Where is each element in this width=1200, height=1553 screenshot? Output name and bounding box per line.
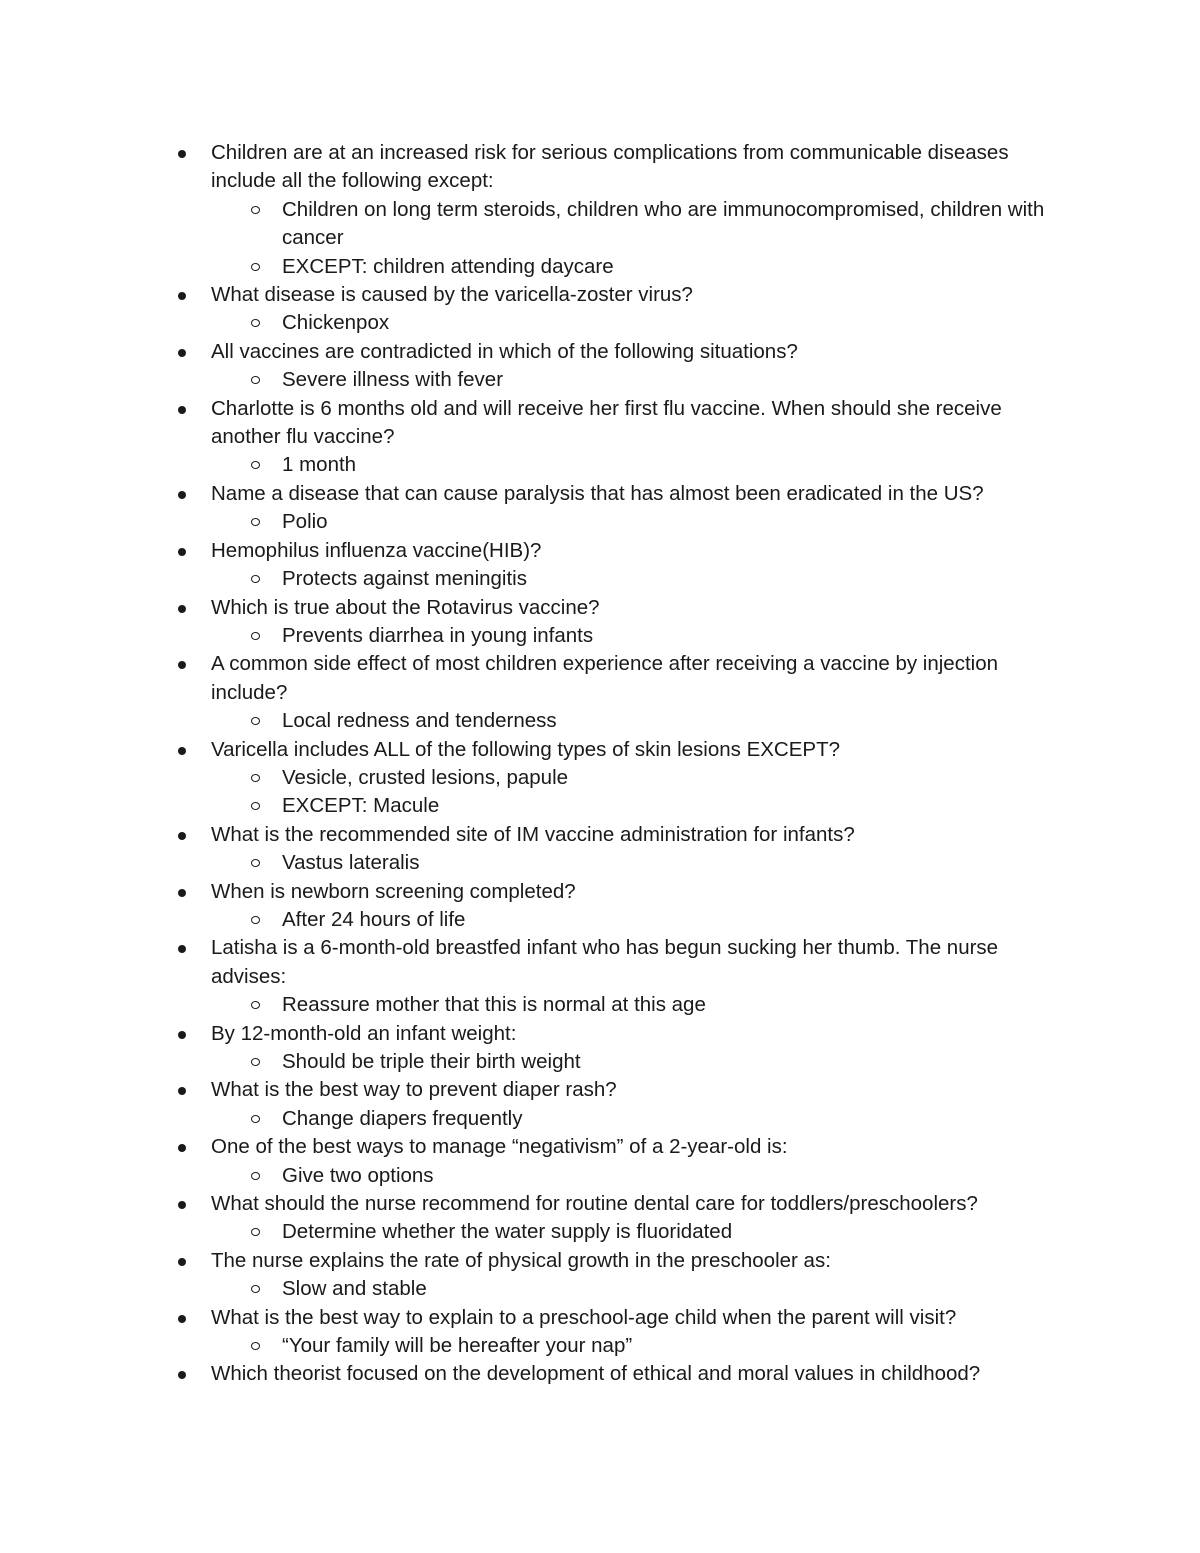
answer-list [211,849,1071,877]
answer-item [282,1332,1071,1360]
answer-list [211,1105,1071,1133]
answer-item [282,196,1071,253]
question-text: By 12-month-old an infant weight: [211,1021,517,1045]
question-text: What is the best way to prevent diaper rash? [211,1078,617,1102]
answer-item [282,1162,1071,1190]
answer-item [282,309,1071,337]
bullet-disc-icon [178,945,186,953]
bullet-disc-icon [178,1031,186,1039]
answer-item [282,253,1071,281]
answer-list [211,565,1071,593]
bullet-circle-icon [251,1172,260,1180]
question-text: A common side effect of most children experience after receiving a vaccine by injection include? [211,652,998,704]
bullet-circle-icon [251,575,260,583]
answer-item [282,1218,1071,1246]
answer-text: Severe illness with fever [282,368,504,392]
answer-text: Vesicle, crusted lesions, papule [282,765,569,789]
answer-list [211,991,1071,1019]
answer-item [282,366,1071,394]
answer-text: Protects against meningitis [282,567,527,591]
answer-text: Chickenpox [282,311,390,335]
answer-list [211,1218,1071,1246]
answer-list [211,707,1071,735]
bullet-circle-icon [251,376,260,384]
question-item [211,594,1071,651]
question-item [211,537,1071,594]
bullet-circle-icon [251,1342,260,1350]
bullet-circle-icon [251,916,260,924]
bullet-disc-icon [178,605,186,613]
question-text: Latisha is a 6-month-old breastfed infant who has begun sucking her thumb. The nurse advises: [211,936,999,988]
answer-text: After 24 hours of life [282,907,466,931]
answer-list [211,1048,1071,1076]
answer-item [282,565,1071,593]
bullet-disc-icon [178,406,186,414]
answer-list [211,1275,1071,1303]
answer-item [282,451,1071,479]
answer-text: Local redness and tenderness [282,709,557,733]
answer-text: Children on long term steroids, children who are immunocompromised, children with cancer [282,197,1045,250]
bullet-disc-icon [178,1315,186,1323]
question-text: What is the best way to explain to a preschool-age child when the parent will visit? [211,1305,957,1329]
answer-list [211,451,1071,479]
answer-item [282,1105,1071,1133]
answer-text: EXCEPT: Macule [282,794,440,818]
answer-text: “Your family will be hereafter your nap” [282,1334,633,1358]
question-text: What is the recommended site of IM vaccine administration for infants? [211,822,855,846]
bullet-circle-icon [251,1058,260,1066]
bullet-disc-icon [178,1144,186,1152]
answer-list [211,1332,1071,1360]
question-item [211,1020,1071,1077]
bullet-disc-icon [178,1201,186,1209]
question-text: Which is true about the Rotavirus vaccine? [211,595,600,619]
bullet-circle-icon [251,859,260,867]
answer-text: Prevents diarrhea in young infants [282,623,594,647]
question-item [211,736,1071,821]
question-item [211,1304,1071,1361]
question-item [211,395,1071,480]
question-text: Children are at an increased risk for serious complications from communicable diseases include all the following except: [211,141,1009,193]
question-text: Varicella includes ALL of the following types of skin lesions EXCEPT? [211,737,840,761]
question-item [211,650,1071,735]
answer-text: Give two options [282,1163,434,1187]
answer-list [211,196,1071,281]
bullet-disc-icon [178,491,186,499]
bullet-circle-icon [251,518,260,526]
answer-text: Change diapers frequently [282,1106,523,1130]
question-text: What should the nurse recommend for routine dental care for toddlers/preschoolers? [211,1192,978,1216]
bullet-disc-icon [178,832,186,840]
question-text: Hemophilus influenza vaccine(HIB)? [211,538,542,562]
answer-item [282,508,1071,536]
answer-item [282,1275,1071,1303]
answer-text: Polio [282,510,328,534]
answer-list [211,508,1071,536]
question-item [211,821,1071,878]
answer-item [282,849,1071,877]
answer-list [211,764,1071,821]
question-text: All vaccines are contradicted in which of the following situations? [211,339,798,363]
question-item [211,281,1071,338]
answer-text: EXCEPT: children attending daycare [282,254,614,278]
answer-list [211,309,1071,337]
answer-text: Reassure mother that this is normal at this age [282,993,706,1017]
bullet-circle-icon [251,802,260,810]
question-text: When is newborn screening completed? [211,879,576,903]
question-item [211,1133,1071,1190]
bullet-disc-icon [178,661,186,669]
question-item [211,139,1071,281]
bullet-circle-icon [251,319,260,327]
answer-text: Vastus lateralis [282,851,420,875]
bullet-circle-icon [251,632,260,640]
answer-text: 1 month [282,453,357,477]
bullet-disc-icon [178,1258,186,1266]
answer-item [282,622,1071,650]
question-text: One of the best ways to manage “negativism” of a 2-year-old is: [211,1135,788,1159]
question-item [211,480,1071,537]
question-text: What disease is caused by the varicella-zoster virus? [211,283,693,307]
bullet-circle-icon [251,263,260,271]
question-text: The nurse explains the rate of physical growth in the preschooler as: [211,1248,831,1272]
bullet-disc-icon [178,1087,186,1095]
answer-item [282,707,1071,735]
answer-list [211,366,1071,394]
bullet-disc-icon [178,150,186,158]
answer-text: Slow and stable [282,1277,427,1301]
question-item [211,878,1071,935]
answer-item [282,906,1071,934]
bullet-disc-icon [178,548,186,556]
question-item [211,1247,1071,1304]
bullet-circle-icon [251,1001,260,1009]
bullet-circle-icon [251,1228,260,1236]
answer-list [211,622,1071,650]
bullet-circle-icon [251,1285,260,1293]
question-text: Which theorist focused on the development of ethical and moral values in childhood? [211,1362,981,1386]
answer-list [211,906,1071,934]
bullet-circle-icon [251,206,260,214]
bullet-circle-icon [251,774,260,782]
answer-list [211,1162,1071,1190]
bullet-disc-icon [178,292,186,300]
bullet-circle-icon [251,717,260,725]
answer-item [282,792,1071,820]
answer-text: Should be triple their birth weight [282,1050,581,1073]
answer-text: Determine whether the water supply is fluoridated [282,1220,733,1244]
question-item [211,1360,1071,1388]
bullet-circle-icon [251,461,260,469]
question-list [211,139,1071,1389]
question-item [211,338,1071,395]
bullet-disc-icon [178,747,186,755]
question-text: Name a disease that can cause paralysis that has almost been eradicated in the US? [211,481,984,505]
answer-item [282,764,1071,792]
bullet-circle-icon [251,1115,260,1123]
question-item [211,1076,1071,1133]
bullet-disc-icon [178,1371,186,1379]
question-item [211,934,1071,1019]
bullet-disc-icon [178,889,186,897]
answer-item [282,991,1071,1019]
bullet-disc-icon [178,349,186,357]
question-text: Charlotte is 6 months old and will receive her first flu vaccine. When should she receive another flu vaccine? [211,396,1002,449]
question-item [211,1190,1071,1247]
answer-item [282,1048,1071,1076]
